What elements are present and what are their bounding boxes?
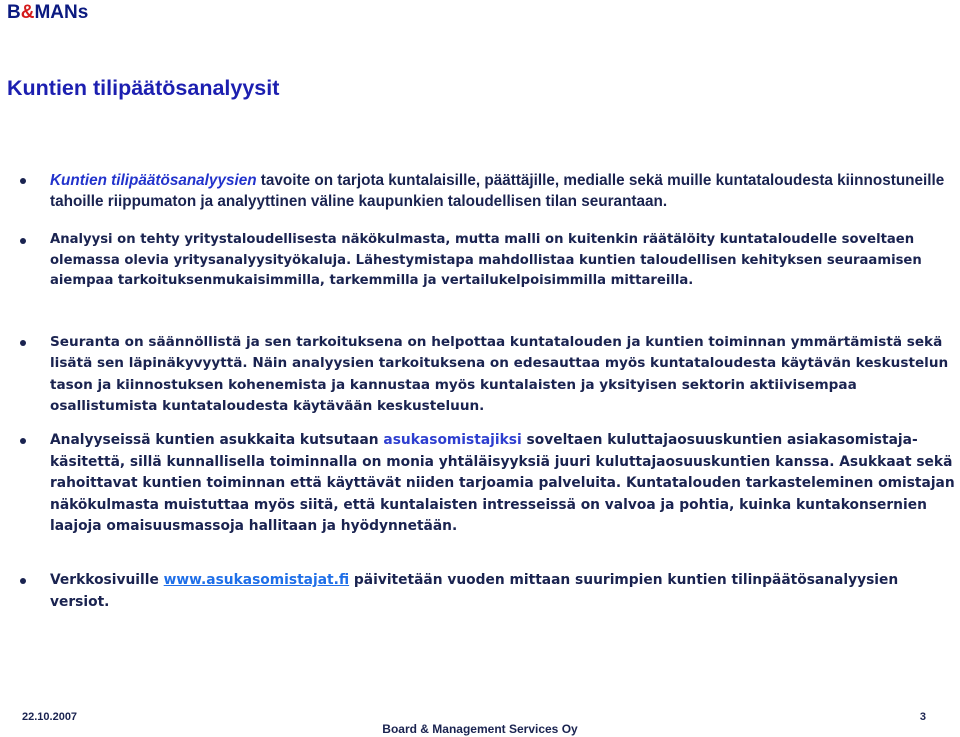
bullet-text: tavoite on tarjota kuntalaisille, päättäjille, medialle sekä muille kuntataloudesta kiinnostuneille tahoille riippumaton ja analyyttinen väline kaupunkien taloudellisen tilan seurantaan.	[50, 172, 945, 210]
bullet-text: Analyysi on tehty yritystaloudellisesta näkökulmasta, mutta malli on kuitenkin räätälöity kuntataloudelle soveltaen olemassa olevia yritysanalyysityökaluja. Lähestymistapa mahdollistaa kuntien taloudellisen kehityksen seuraamisen aiempaa tarkoituksenmukaisimmilla, tarkemmilla ja vertailukelpoisimmilla mittareilla.	[50, 232, 922, 288]
website-link[interactable]: www.asukasomistajat.fi	[163, 572, 350, 588]
bullet-dot-icon	[20, 438, 26, 444]
bullet-text: Analyyseissä kuntien asukkaita kutsutaan	[50, 432, 384, 448]
bullet-text: Verkkosivuille	[50, 572, 164, 588]
bullet-item-website	[50, 570, 955, 613]
bullet-item-method	[50, 230, 955, 292]
bullet-item-monitoring	[50, 332, 955, 417]
footer-company: Board & Management Services Oy	[382, 722, 578, 736]
brand-logo: B&MANs	[7, 2, 89, 23]
bullet-dot-icon	[20, 340, 26, 346]
bullet-lead-text: Kuntien tilipäätösanalyysien	[50, 172, 257, 189]
page-number: 3	[919, 711, 926, 723]
bullet-item-purpose	[50, 170, 955, 212]
bullet-text: Seuranta on säännöllistä ja sen tarkoituksena on helpottaa kuntatalouden ja kuntien toiminnan ymmärtämistä sekä lisätä sen läpinäkyvyyttä. Näin analyysien tarkoituksena on edesauttaa myös kuntataloudesta käytävän keskustelun tason ja kiinnostuksen kohenemista ja kannustaa myös kuntalaisten ja yksityisen sektorin aktiivisempaa osallistumista kuntataloudesta käytävään keskusteluun.	[50, 334, 949, 414]
bullet-dot-icon	[20, 178, 26, 184]
footer-date: 22.10.2007	[22, 711, 78, 723]
bullet-text: päivitetään vuoden mittaan suurimpien kuntien tilinpäätösanalyysien versiot.	[50, 572, 899, 610]
bullet-dot-icon	[20, 578, 26, 584]
bullet-item-resident-owners	[50, 430, 955, 538]
slide-title: Kuntien tilipäätösanalyysit	[7, 76, 280, 100]
bullet-text: soveltaen kuluttajaosuuskuntien asiakasomistaja-käsitettä, sillä kunnallisella toiminnalla on monia yhtäläisyyksiä juuri kuluttajaosuuskuntien kanssa. Asukkaat sekä rahoittavat kuntien toiminnan että käyttävät niiden tarjoamia palveluita. Kuntatalouden tarkasteleminen omistajan näkökulmasta muistuttaa myös siitä, että kuntalaisten intresseissä on valvoa ja pohtia, kuinka kuntakonsernien laajoja omaisuusmassoja hallitaan ja hyödynnetään.	[50, 432, 955, 535]
highlight-term: asukasomistajiksi	[383, 432, 522, 448]
bullet-dot-icon	[20, 238, 26, 244]
